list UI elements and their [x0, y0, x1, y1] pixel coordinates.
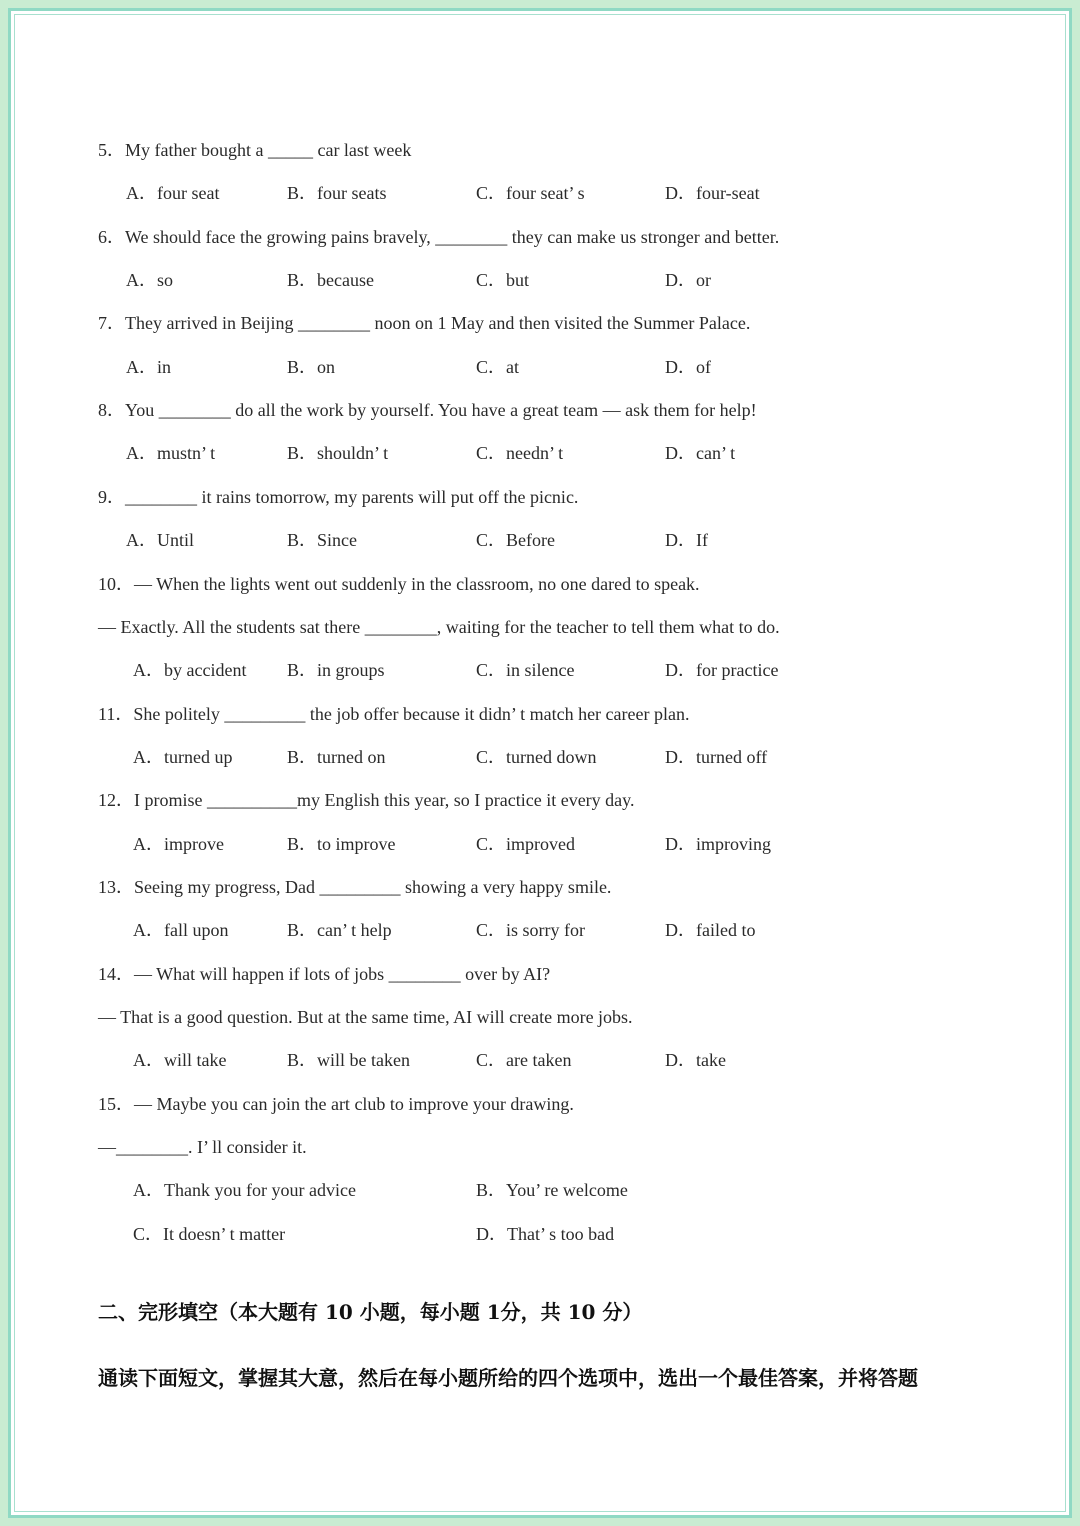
- q11-option-c: C．turned down: [476, 747, 597, 767]
- q15-option-d: D．That’ s too bad: [476, 1224, 615, 1244]
- question-10-response: — Exactly. All the students sat there ________, waiting for the teacher to tell them what to do.: [98, 617, 780, 637]
- q13-option-b: B．can’ t help: [287, 920, 392, 940]
- q8-option-d: D．can’ t: [665, 443, 736, 463]
- q15-option-c: C．It doesn’ t matter: [133, 1224, 286, 1244]
- q8-option-a: A．mustn’ t: [126, 443, 216, 463]
- q10-option-b: B．in groups: [287, 660, 385, 680]
- q12-option-b: B．to improve: [287, 834, 396, 854]
- question-12-stem: 12．I promise __________my English this year, so I practice it every day.: [98, 790, 635, 810]
- q15-option-a: A．Thank you for your advice: [133, 1180, 356, 1200]
- q5-option-d: D．four-seat: [665, 183, 760, 203]
- q6-option-d: D．or: [665, 270, 711, 290]
- question-7-stem: 7．They arrived in Beijing ________ noon on 1 May and then visited the Summer Palace.: [98, 313, 751, 333]
- q13-option-a: A．fall upon: [133, 920, 229, 940]
- question-6-stem: 6．We should face the growing pains bravely, ________ they can make us stronger and better.: [98, 227, 780, 247]
- question-15-response: —________. I’ ll consider it.: [98, 1137, 307, 1157]
- q6-option-c: C．but: [476, 270, 530, 290]
- question-14-response: — That is a good question. But at the same time, AI will create more jobs.: [98, 1007, 633, 1027]
- question-10-stem: 10．— When the lights went out suddenly in the classroom, no one dared to speak.: [98, 574, 700, 594]
- q14-option-c: C．are taken: [476, 1050, 572, 1070]
- section-2-instruction: 通读下面短文，掌握其大意，然后在每小题所给的四个选项中，选出一个最佳答案，并将答题: [98, 1366, 918, 1390]
- q5-option-b: B．four seats: [287, 183, 387, 203]
- q6-option-a: A．so: [126, 270, 174, 290]
- q7-option-c: C．at: [476, 357, 519, 377]
- q12-option-c: C．improved: [476, 834, 575, 854]
- q11-option-d: D．turned off: [665, 747, 768, 767]
- question-13-stem: 13．Seeing my progress, Dad _________ showing a very happy smile.: [98, 877, 612, 897]
- q7-option-b: B．on: [287, 357, 336, 377]
- question-5-stem: 5．My father bought a _____ car last week: [98, 140, 412, 160]
- q10-option-c: C．in silence: [476, 660, 575, 680]
- q10-option-d: D．for practice: [665, 660, 779, 680]
- q9-option-d: D．If: [665, 530, 708, 550]
- q13-option-d: D．failed to: [665, 920, 756, 940]
- question-14-stem: 14．— What will happen if lots of jobs ________ over by AI?: [98, 964, 551, 984]
- q7-option-d: D．of: [665, 357, 711, 377]
- q7-option-a: A．in: [126, 357, 171, 377]
- q15-option-b: B．You’ re welcome: [476, 1180, 628, 1200]
- question-9-stem: 9．________ it rains tomorrow, my parents will put off the picnic.: [98, 487, 579, 507]
- section-2-heading: 二、完形填空（本大题有 10 小题，每小题 1分，共 10 分）: [98, 1300, 643, 1324]
- q13-option-c: C．is sorry for: [476, 920, 585, 940]
- q14-option-d: D．take: [665, 1050, 726, 1070]
- q11-option-b: B．turned on: [287, 747, 386, 767]
- q9-option-c: C．Before: [476, 530, 555, 550]
- q10-option-a: A．by accident: [133, 660, 247, 680]
- q12-option-a: A．improve: [133, 834, 224, 854]
- question-11-stem: 11．She politely _________ the job offer because it didn’ t match her career plan.: [98, 704, 690, 724]
- q14-option-b: B．will be taken: [287, 1050, 410, 1070]
- q14-option-a: A．will take: [133, 1050, 227, 1070]
- question-15-stem: 15．— Maybe you can join the art club to improve your drawing.: [98, 1094, 574, 1114]
- q11-option-a: A．turned up: [133, 747, 233, 767]
- q5-option-c: C．four seat’ s: [476, 183, 585, 203]
- question-8-stem: 8．You ________ do all the work by yourself. You have a great team — ask them for help!: [98, 400, 757, 420]
- q6-option-b: B．because: [287, 270, 374, 290]
- q5-option-a: A．four seat: [126, 183, 220, 203]
- q9-option-a: A．Until: [126, 530, 195, 550]
- q12-option-d: D．improving: [665, 834, 771, 854]
- q8-option-b: B．shouldn’ t: [287, 443, 389, 463]
- q8-option-c: C．needn’ t: [476, 443, 564, 463]
- q9-option-b: B．Since: [287, 530, 357, 550]
